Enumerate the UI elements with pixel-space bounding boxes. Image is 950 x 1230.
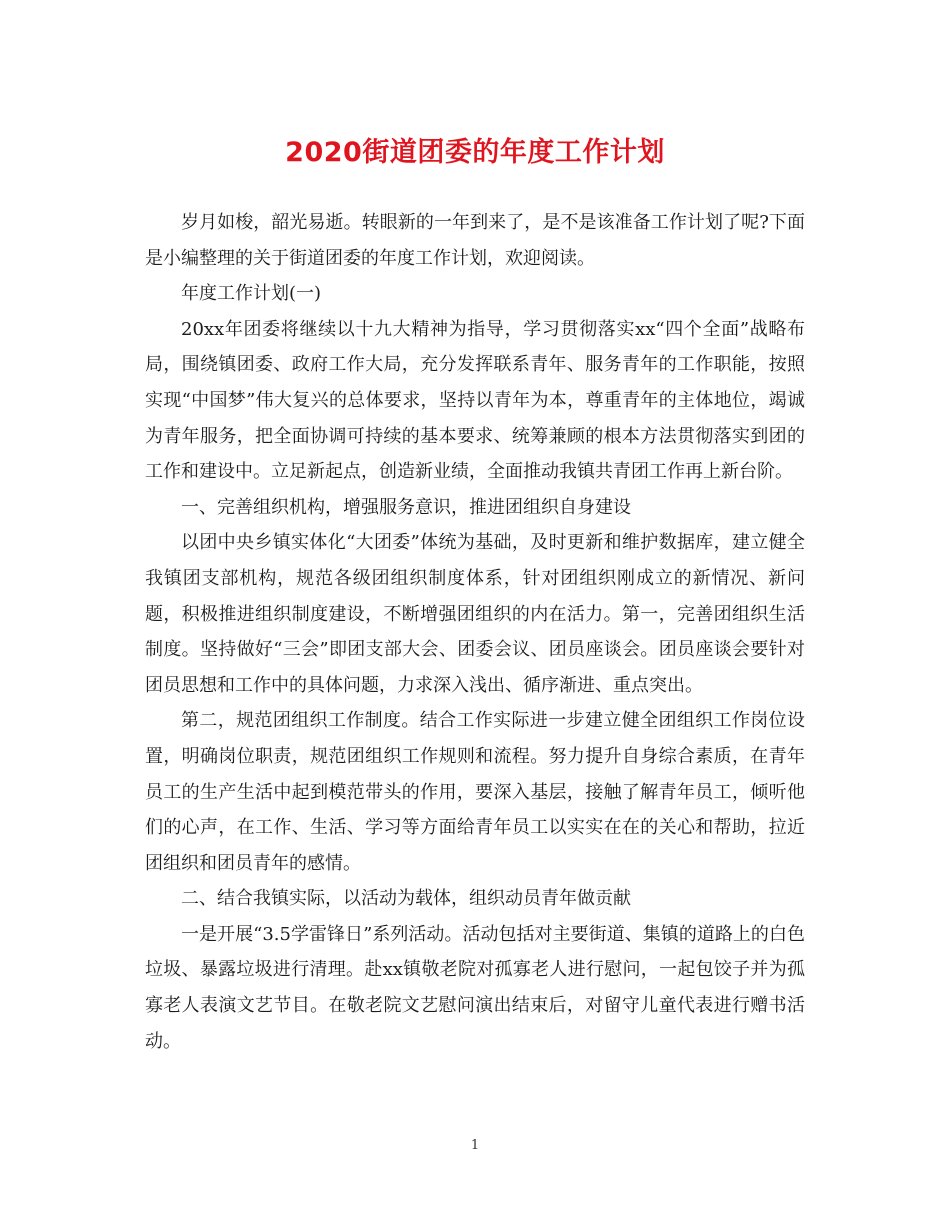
paragraph-overview: 20xx年团委将继续以十九大精神为指导，学习贯彻落实xx“四个全面”战略布局，围绕镇团委、政府工作大局，充分发挥联系青年、服务青年的工作职能，按照实现“中国梦”伟大复兴的总体要求，坚持以青年为本，尊重青年的主体地位，竭诚为青年服务，把全面协调可持续的基本要求、统筹兼顾的根本方法贯彻落实到团的工作和建设中。立足新起点，创造新业绩，全面推动我镇共青团工作再上新台阶。 xyxy=(145,318,805,483)
section-heading-two: 二、结合我镇实际，以活动为载体，组织动员青年做贡献 xyxy=(181,888,631,910)
document-body xyxy=(145,205,805,1059)
document-title: 2020街道团委的年度工作计划 xyxy=(285,137,665,168)
page-number: 1 xyxy=(470,1138,480,1153)
paragraph-activities: 一是开展“3.5学雷锋日”系列活动。活动包括对主要街道、集镇的道路上的白色垃圾、暴露垃圾进行清理。赴xx镇敬老院对孤寡老人进行慰问，一起包饺子并为孤寡老人表演文艺节目。在敬老院文艺慰问演出结束后，对留守儿童代表进行赠书活动。 xyxy=(145,923,805,1052)
section-heading-plan-one: 年度工作计划(一) xyxy=(181,283,322,305)
paragraph-organization: 以团中央乡镇实体化“大团委”体统为基础，及时更新和维护数据库，建立健全我镇团支部机构，规范各级团组织制度体系，针对团组织刚成立的新情况、新问题，积极推进组织制度建设，不断增强团组织的内在活力。第一，完善团组织生活制度。坚持做好“三会”即团支部大会、团委会议、团员座谈会。团员座谈会要针对团员思想和工作中的具体问题，力求深入浅出、循序渐进、重点突出。 xyxy=(145,532,805,696)
paragraph-second: 第二，规范团组织工作制度。结合工作实际进一步建立健全团组织工作岗位设置，明确岗位职责，规范团组织工作规则和流程。努力提升自身综合素质，在青年员工的生产生活中起到模范带头的作用，要深入基层，接触了解青年员工，倾听他们的心声，在工作、生活、学习等方面给青年员工以实实在在的关心和帮助，拉近团组织和团员青年的感情。 xyxy=(145,710,805,874)
paragraph-intro: 岁月如梭，韶光易逝。转眼新的一年到来了，是不是该准备工作计划了呢?下面是小编整理的关于街道团委的年度工作计划，欢迎阅读。 xyxy=(145,212,805,269)
section-heading-one: 一、完善组织机构，增强服务意识，推进团组织自身建设 xyxy=(181,496,631,518)
